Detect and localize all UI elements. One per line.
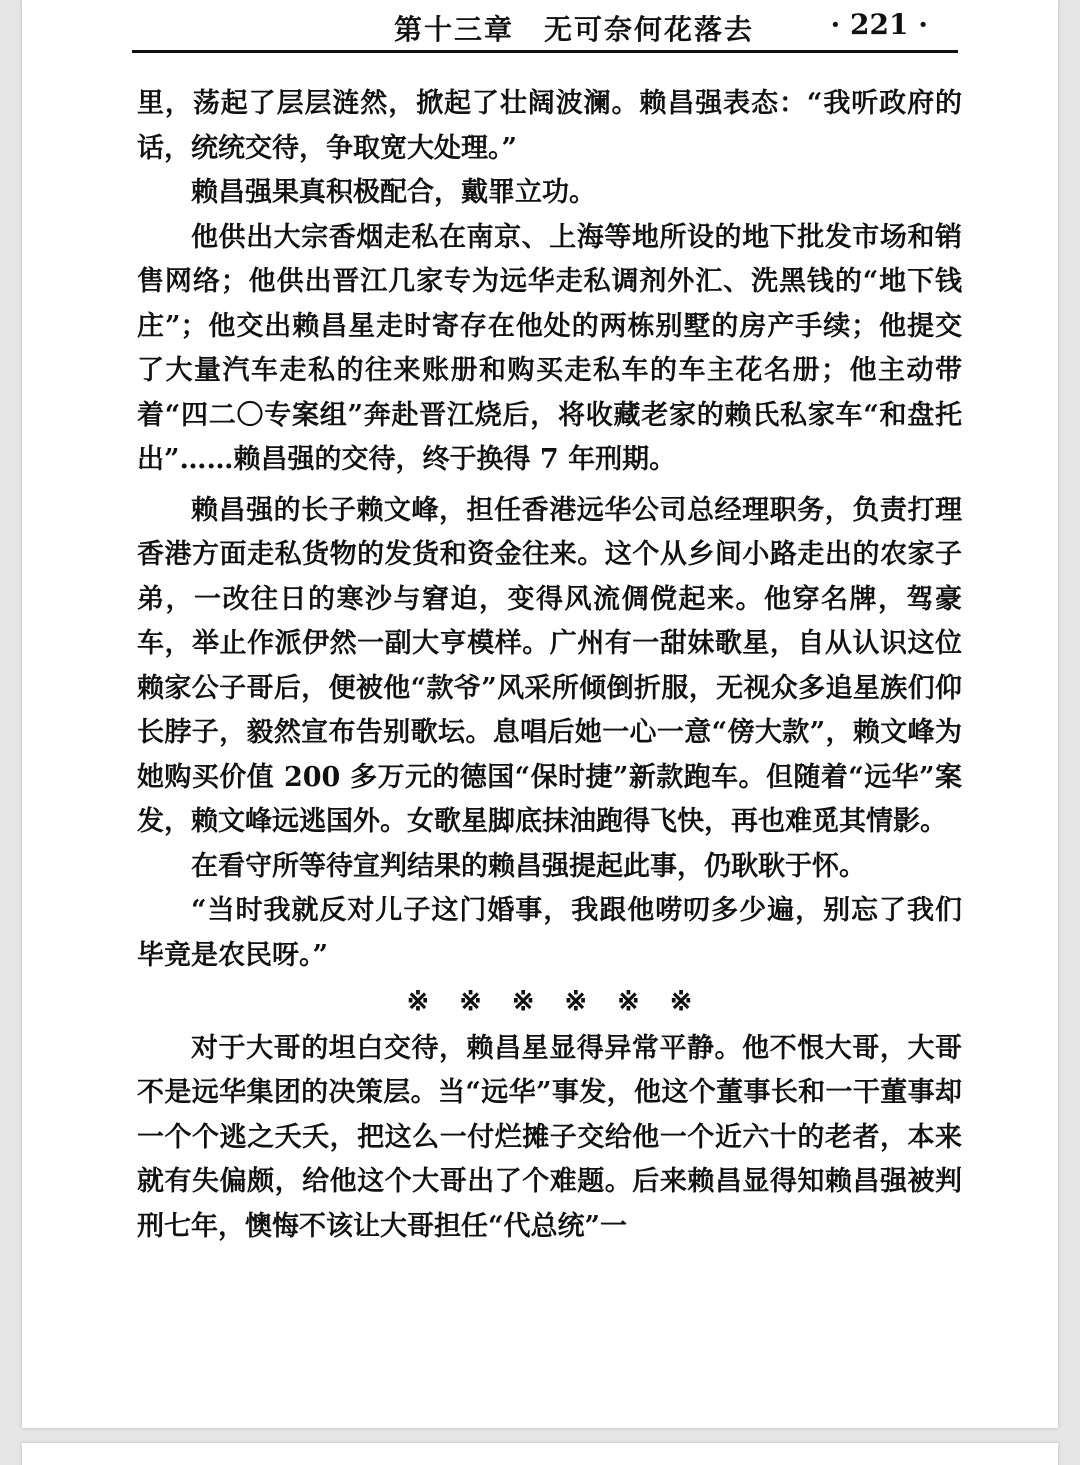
book-page (22, 0, 1058, 1428)
header-rule (132, 50, 958, 53)
paragraph: 里，荡起了层层涟然，掀起了壮阔波澜。赖昌强表态：“我听政府的话，统统交待，争取宽大处理。” (137, 88, 962, 164)
paragraph: 对于大哥的坦白交待，赖昌星显得异常平静。他不恨大哥，大哥不是远华集团的决策层。当“远华”事发，他这个董事长和一干董事却一个个逃之夭夭，把这么一付烂摊子交给他一个近六十的老者，本来就有失偏颇，给他这个大哥出了个难题。后来赖昌显得知赖昌强被判刑七年，懊悔不该让大哥担任“代总统”一 (137, 1032, 962, 1242)
paragraph: 他供出大宗香烟走私在南京、上海等地所设的地下批发市场和销售网络；他供出晋江几家专为远华走私调剂外汇、洗黑钱的“地下钱庄”；他交出赖昌星走时寄存在他处的两栋别墅的房产手续；他提交了大量汽车走私的往来账册和购买走私车的车主花名册；他主动带着“四二〇专案组”奔赴晋江烧后，将收藏老家的赖氏私家车“和盘托出”……赖昌强的交待，终于换得 7 年刑期。 (137, 221, 962, 475)
chapter-title: 第十三章 无可奈何花落去 (394, 13, 755, 46)
next-page-edge (22, 1443, 1058, 1465)
running-head (132, 0, 968, 52)
paragraph: 赖昌强果真积极配合，戴罪立功。 (191, 177, 596, 208)
section-separator: ※※※※※※ (406, 986, 723, 1017)
page-number: · 221 · (830, 8, 928, 41)
paragraph: 赖昌强的长子赖文峰，担任香港远华公司总经理职务，负责打理香港方面走私货物的发货和资金往来。这个从乡间小路走出的农家子弟，一改往日的寒沙与窘迫，变得风流倜傥起来。他穿名牌，驾豪车，举止作派伊然一副大亨模样。广州有一甜妹歌星，自从认识这位赖家公子哥后，便被他“款爷”风采所倾倒折服，无视众多追星族们仰长脖子，毅然宣布告别歌坛。息唱后她一心一意“傍大款”，赖文峰为她购买价值 200 多万元的德国“保时捷”新款跑车。但随着“远华”案发，赖文峰远逃国外。女歌星脚底抹油跑得飞快，再也难觅其情影。 (137, 494, 962, 837)
paragraph: “当时我就反对儿子这门婚事，我跟他唠叨多少遍，别忘了我们毕竟是农民呀。” (137, 895, 962, 971)
body-text (137, 82, 962, 1249)
paragraph: 在看守所等待宣判结果的赖昌强提起此事，仍耿耿于怀。 (191, 850, 866, 882)
